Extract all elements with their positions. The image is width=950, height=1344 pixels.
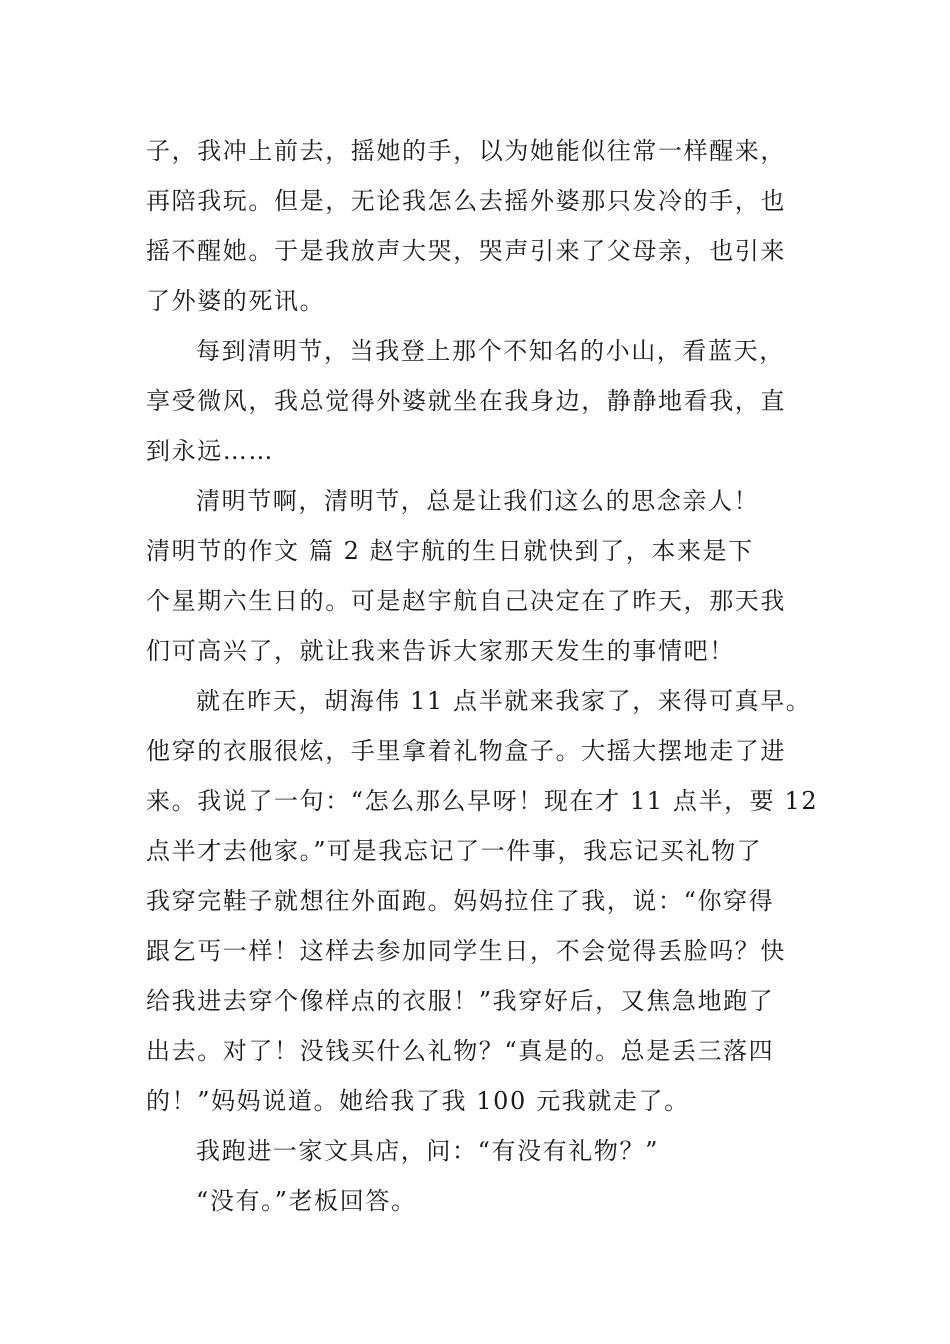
text-line: “没有。”老板回答。	[196, 1187, 417, 1215]
text-line: 到永远……	[146, 437, 274, 465]
text-line: 清明节啊，清明节，总是让我们这么的思念亲人！	[196, 487, 760, 515]
text-line: 跟乞丐一样！这样去参加同学生日，不会觉得丢脸吗？快	[146, 937, 786, 965]
text-line: 出去。对了！没钱买什么礼物？“真是的。总是丢三落四	[146, 1037, 775, 1065]
text-line: 摇不醒她。于是我放声大哭，哭声引来了父母亲，也引来	[146, 237, 786, 265]
text-line: 们可高兴了，就让我来告诉大家那天发生的事情吧！	[146, 637, 735, 665]
text-line: 给我进去穿个像样点的衣服！”我穿好后，又焦急地跑了	[146, 987, 775, 1015]
text-line: 再陪我玩。但是，无论我怎么去摇外婆那只发冷的手，也	[146, 187, 786, 215]
text-line: 他穿的衣服很炫，手里拿着礼物盒子。大摇大摆地走了进	[146, 737, 786, 765]
section-heading-line: 清明节的作文 篇 2 赵宇航的生日就快到了，本来是下	[146, 537, 754, 565]
text-line: 了外婆的死讯。	[146, 287, 326, 315]
text-line: 子，我冲上前去，摇她的手，以为她能似往常一样醒来，	[146, 137, 786, 165]
text-line: 个星期六生日的。可是赵宇航自己决定在了昨天，那天我	[146, 587, 786, 615]
text-line: 就在昨天，胡海伟 11 点半就来我家了，来得可真早。	[196, 687, 812, 715]
text-line: 点半才去他家。”可是我忘记了一件事，我忘记买礼物了	[146, 837, 763, 865]
text-line: 我跑进一家文具店，问：“有没有礼物？”	[196, 1137, 659, 1165]
text-line: 来。我说了一句：“怎么那么早呀！现在才 11 点半，要 12	[146, 787, 819, 815]
text-line: 的！”妈妈说道。她给我了我 100 元我就走了。	[146, 1087, 690, 1115]
text-line: 享受微风，我总觉得外婆就坐在我身边，静静地看我，直	[146, 387, 786, 415]
text-line: 每到清明节，当我登上那个不知名的小山，看蓝天，	[196, 337, 785, 365]
text-line: 我穿完鞋子就想往外面跑。妈妈拉住了我，说：“你穿得	[146, 887, 775, 915]
